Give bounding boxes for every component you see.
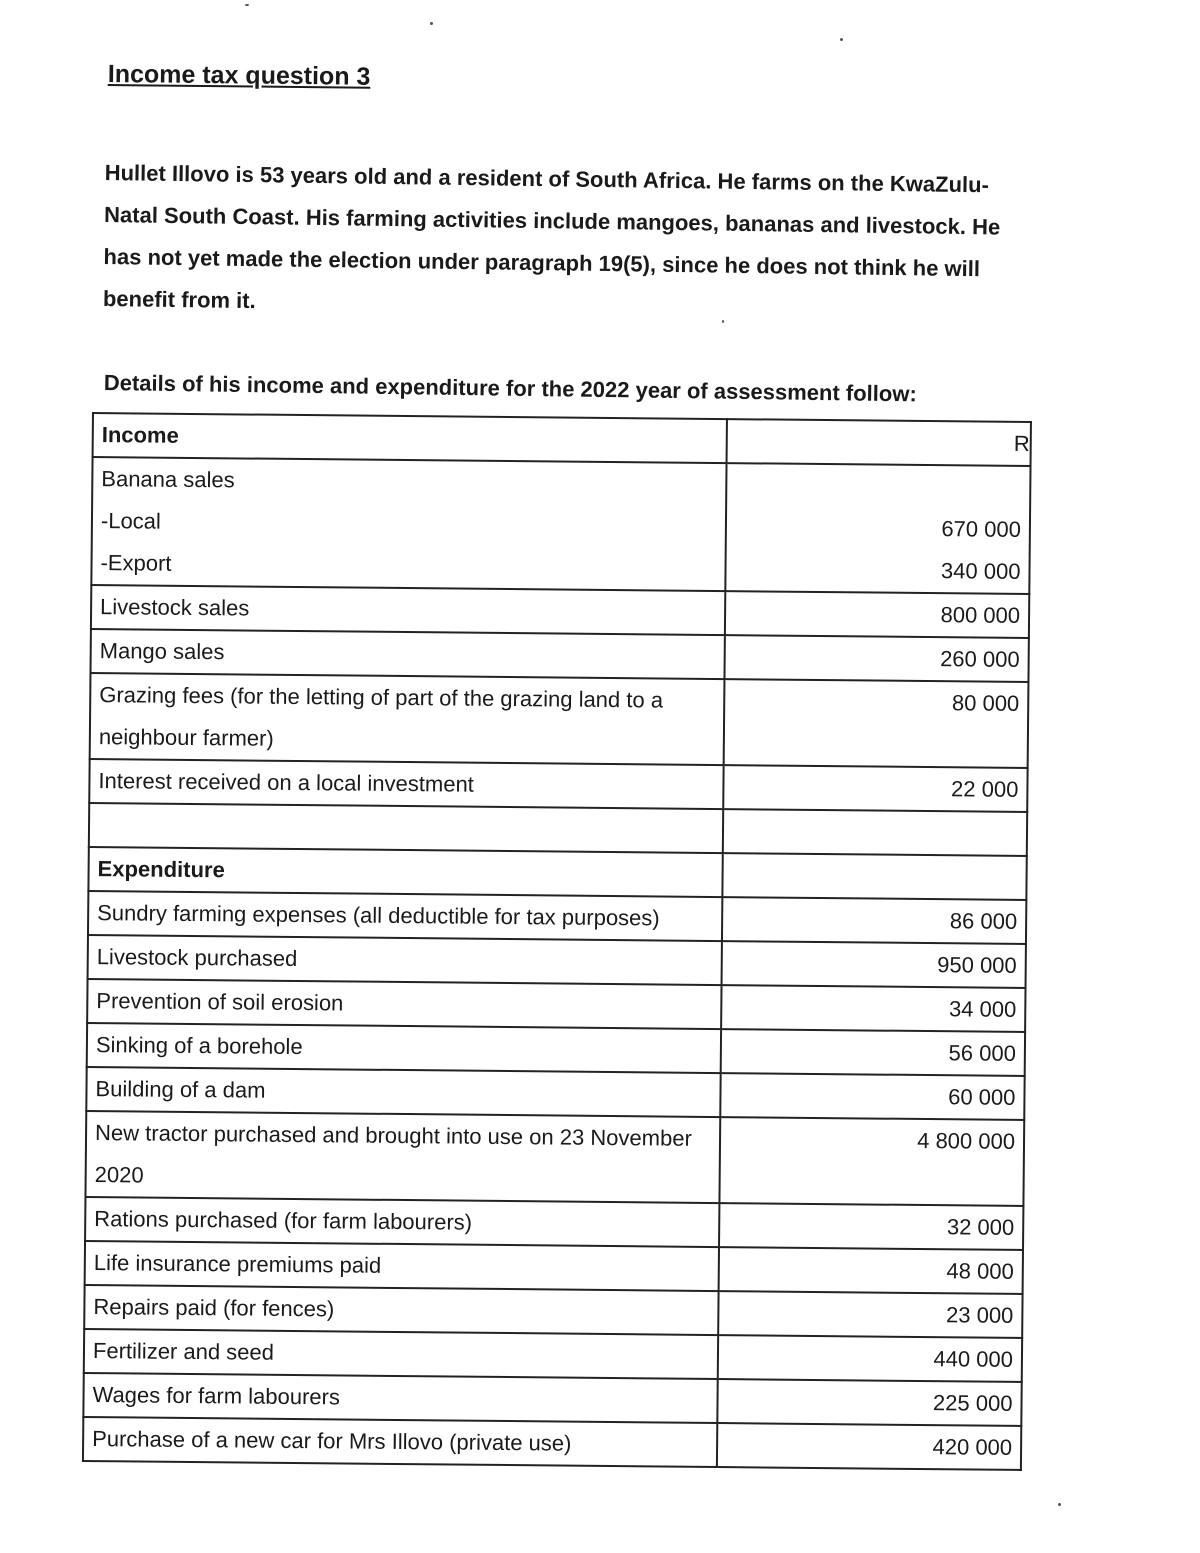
- expenditure-amount: 32 000: [719, 1203, 1023, 1250]
- expenditure-label: Sundry farming expenses (all deductible for tax purposes): [88, 891, 723, 941]
- intro-line: benefit from it.: [102, 285, 256, 314]
- income-amount: 80 000: [724, 679, 1028, 768]
- income-label: Interest received on a local investment: [89, 759, 724, 809]
- income-heading: Income: [93, 413, 728, 463]
- income-rows: [89, 585, 1029, 812]
- intro-paragraph: [103, 152, 1045, 333]
- expenditure-amount: 86 000: [722, 897, 1026, 944]
- expenditure-label: Sinking of a borehole: [87, 1023, 722, 1073]
- income-amount: 800 000: [725, 591, 1029, 638]
- intro-line: Natal South Coast. His farming activities include mangoes, bananas and livestock. He: [103, 201, 1001, 240]
- banana-sales-values: [726, 463, 1031, 594]
- scan-speck: [245, 4, 249, 6]
- expenditure-rows: [83, 891, 1026, 1470]
- intro-line: has not yet made the election under paragraph 19(5), since he does not think he will: [103, 243, 981, 282]
- income-amount: 22 000: [724, 765, 1028, 812]
- income-label: Livestock sales: [91, 585, 726, 635]
- income-row: [90, 673, 1029, 768]
- scan-speck: [430, 22, 433, 25]
- income-label: Grazing fees (for the letting of part of the grazing land to a neighbour farmer): [90, 673, 725, 765]
- expenditure-row: [85, 1111, 1024, 1206]
- expenditure-amount: 23 000: [719, 1291, 1023, 1338]
- scan-speck: [722, 320, 724, 323]
- income-expenditure-table: [82, 412, 1032, 1471]
- income-expenditure-table-wrap: [82, 412, 1032, 1471]
- expenditure-heading-amount: [723, 853, 1027, 900]
- spacer-cell: [89, 803, 724, 853]
- page-title: Income tax question 3: [107, 60, 371, 91]
- expenditure-amount: 60 000: [721, 1073, 1025, 1120]
- expenditure-label: Purchase of a new car for Mrs Illovo (private use): [83, 1417, 718, 1467]
- expenditure-amount: 34 000: [721, 985, 1025, 1032]
- expenditure-label: Rations purchased (for farm labourers): [85, 1197, 720, 1247]
- details-heading: Details of his income and expenditure for the 2022 year of assessment follow:: [103, 370, 917, 407]
- spacer-cell: [723, 809, 1027, 856]
- banana-sales-heading: Banana sales: [101, 466, 235, 493]
- banana-export-label: -Export: [100, 550, 172, 576]
- expenditure-label: Prevention of soil erosion: [87, 979, 722, 1029]
- expenditure-label: Repairs paid (for fences): [84, 1285, 719, 1335]
- expenditure-label: New tractor purchased and brought into use on 23 November 2020: [85, 1111, 720, 1203]
- expenditure-amount: 440 000: [718, 1335, 1022, 1382]
- expenditure-amount: 420 000: [717, 1423, 1021, 1470]
- expenditure-amount: 48 000: [719, 1247, 1023, 1294]
- expenditure-amount: 56 000: [721, 1029, 1025, 1076]
- income-amount: 260 000: [725, 635, 1029, 682]
- banana-local-value: 670 000: [941, 516, 1022, 542]
- scan-speck: [1058, 1503, 1061, 1506]
- expenditure-label: Fertilizer and seed: [84, 1329, 719, 1379]
- expenditure-label: Building of a dam: [86, 1067, 721, 1117]
- expenditure-label: Wages for farm labourers: [83, 1373, 718, 1423]
- expenditure-heading: Expenditure: [88, 847, 723, 897]
- expenditure-amount: 4 800 000: [720, 1117, 1024, 1206]
- currency-header: R: [727, 419, 1031, 466]
- expenditure-label: Life insurance premiums paid: [85, 1241, 720, 1291]
- banana-sales-cell: [91, 457, 727, 591]
- banana-local-label: -Local: [100, 508, 161, 534]
- income-label: Mango sales: [90, 629, 725, 679]
- scan-speck: [840, 38, 843, 41]
- intro-line: Hullet Illovo is 53 years old and a resident of South Africa. He farms on the KwaZulu-: [104, 159, 990, 198]
- expenditure-amount: 950 000: [722, 941, 1026, 988]
- banana-sales-row: [91, 457, 1030, 594]
- expenditure-label: Livestock purchased: [88, 935, 723, 985]
- expenditure-amount: 225 000: [718, 1379, 1022, 1426]
- expenditure-row: [83, 1417, 1021, 1470]
- banana-export-value: 340 000: [940, 558, 1021, 584]
